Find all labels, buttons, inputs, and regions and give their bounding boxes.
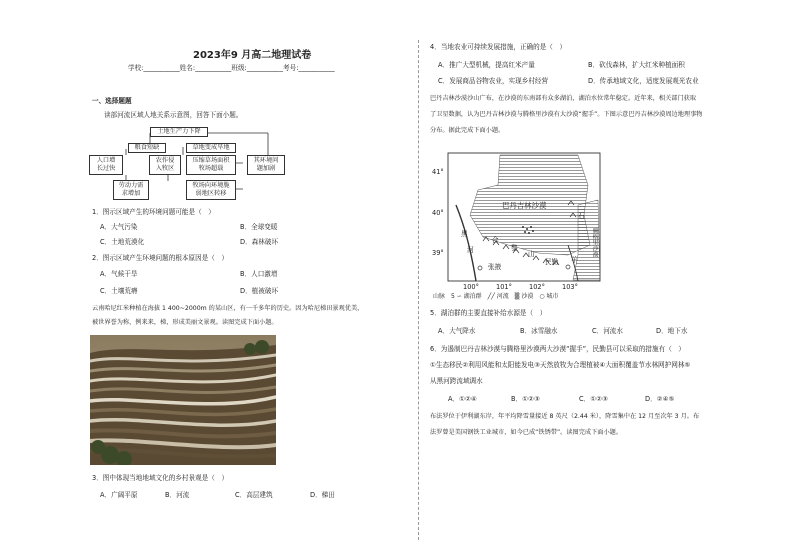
q2-stem: 2．图示区域产生环境问题的根本原因是（ ） [92, 254, 229, 262]
passage-hani-line2: 被世界誉为称，例来来，梯，形成美丽文景观。读图完成下面小题。 [92, 319, 278, 326]
box-food-shortage: 粮食短缺 [128, 143, 166, 153]
box-population-growth: 人口增 长过快 [89, 155, 123, 175]
q6-options-line1: ①生态移民②利用风能和太阳能发电③天然放牧为合理植被④大面积覆盖节水林网护网林⑤ [430, 361, 691, 369]
map-label-mountain2: 黎 [511, 244, 518, 252]
passage-badain-line3: 分布。据此完成下面小题。 [430, 127, 505, 134]
q6-option-c[interactable]: C．①②③ [579, 395, 608, 403]
box-pasture-reduce: 压缩草场面积 牧场超载 [186, 155, 236, 175]
map-label-mountain3: 山 [528, 250, 535, 258]
q6-option-d[interactable]: D．②④⑤ [645, 395, 675, 403]
passage-buffalo-line2: 法罗曾是美国钢铁工业城市，如今已成“铁锈带”。读图完成下面小题。 [430, 429, 623, 436]
q2-option-c[interactable]: C．土壤荒瘠 [100, 287, 138, 295]
map-label-tengger: 腾格里沙漠 [591, 228, 597, 257]
box-farming-invade: 农作侵 入牧区 [149, 155, 181, 175]
lon-103: 103° [562, 283, 578, 291]
box-grass-to-farm: 草地变成旱地 [186, 143, 236, 153]
q5-stem: 5．湖泊群的主要直接补给水源是（ ） [430, 309, 547, 317]
map-legend: 山脉 5 ∽ 湖泊群 ╱╱ 河流 ▒ 沙漠 ○ 城市 [433, 293, 559, 300]
map-label-river3: 石 [578, 212, 585, 220]
q1-option-a[interactable]: A．大气污染 [100, 223, 138, 231]
q3-option-c[interactable]: C．高层建筑 [235, 491, 273, 499]
lon-101: 101° [496, 283, 512, 291]
q6-options-line2: 从黑河跨流域调水 [430, 377, 483, 385]
box-pasture-shift: 牧场向环境脆 弱地区转移 [186, 180, 236, 200]
q3-option-b[interactable]: B．河流 [165, 491, 190, 499]
map-graphic [428, 145, 608, 300]
q1-stem: 1．图示区域产生的环境问题可能是（ ） [92, 208, 215, 216]
section-heading: 一、选择题题 [92, 97, 132, 105]
q6-stem: 6．为遏制巴丹吉林沙漠与腾格里沙漠两大沙漠“握手”，民勤县可以采取的措施有（ ） [430, 345, 685, 353]
q1-option-c[interactable]: C．土地荒漠化 [100, 238, 145, 246]
q5-option-c[interactable]: C．河流水 [592, 327, 623, 335]
q2-option-a[interactable]: A．气候干旱 [100, 270, 138, 278]
q5-option-a[interactable]: A．大气降水 [438, 327, 476, 335]
box-environment-worse: 其环境问 题加剧 [247, 155, 285, 175]
map-label-river1: 黑 [461, 230, 468, 238]
q6-option-a[interactable]: A．①②④ [448, 395, 477, 403]
q1-option-d[interactable]: D．森林破坏 [240, 238, 279, 246]
map-label-mountain1: 合 [492, 236, 499, 244]
box-labor-demand: 劳动力需 求增加 [113, 180, 149, 200]
q5-option-b[interactable]: B．冰雪融水 [520, 327, 558, 335]
q5-option-d[interactable]: D．地下水 [656, 327, 688, 335]
passage-buffalo-line1: 布法罗位于伊利湖东岸，年平均降雪量接近 8 英尺（2.44 米），降雪集中在 12 月至次年 3 月。布 [430, 413, 700, 420]
q3-option-d[interactable]: D．梯田 [310, 491, 335, 499]
passage-hani-line1: 云南哈尼红米种植在海拔 1 400~2000m 的某山区，有一千多年的历史。因为哈尼梯田景观优美， [92, 305, 364, 312]
q3-option-a[interactable]: A．广阔平原 [100, 491, 138, 499]
passage-badain-line1: 巴丹吉林沙漠沙山广布，在沙漠的东南部有众多湖泊，湖泊水位常年稳定。近年来，相关部门获取 [430, 95, 697, 102]
q4-option-b[interactable]: B．砍伐森林，扩大红米种植面积 [588, 61, 685, 69]
q4-stem: 4．当地农业可持续发展措施，正确的是（ ） [430, 43, 567, 51]
map-label-river4: 羊 [571, 256, 578, 264]
lat-39: 39° [432, 249, 444, 257]
q4-option-d[interactable]: D．传承地域文化，适度发展观光农业 [588, 77, 699, 85]
student-info-line: 学校:___________姓名:___________班级:___________考号:___________ [128, 64, 335, 72]
map-label-river2: 河 [467, 246, 474, 254]
column-divider [418, 40, 419, 540]
q4-option-a[interactable]: A．推广大型机械，提高红米产量 [438, 61, 535, 69]
section-intro: 读部河流区域人地关系示意图，回答下面小题。 [104, 111, 243, 119]
terrace-photo [90, 335, 276, 465]
q6-option-b[interactable]: B．①②③ [511, 395, 540, 403]
q4-option-c[interactable]: C．发展商品谷物农业，实现乡村经营 [438, 77, 549, 85]
q2-option-b[interactable]: B．人口激增 [240, 270, 278, 278]
q2-option-d[interactable]: D．植被破坏 [240, 287, 279, 295]
lat-41: 41° [432, 168, 444, 176]
box-land-decline: 土地生产力下降 [150, 127, 208, 137]
lat-40: 40° [432, 209, 444, 217]
map-label-minqin: 民勤 [545, 258, 559, 266]
page-title: 2023年9 月高二地理试卷 [193, 50, 312, 61]
lon-100: 100° [463, 283, 479, 291]
q3-stem: 3．图中体现当地地域文化的乡村景观是（ ） [92, 474, 229, 482]
lon-102: 102° [529, 283, 545, 291]
map-label-zhangye: 张掖 [488, 263, 502, 271]
passage-badain-line2: 了卫星数据，认为巴丹吉林沙漠与腾格里沙漠有大沙漠“握手”。下图示意巴丹吉林沙漠周边地理事物 [430, 111, 703, 118]
q1-option-b[interactable]: B．全球变暖 [240, 223, 278, 231]
map-label-badain-jaran: 巴丹吉林沙漠 [502, 201, 547, 210]
